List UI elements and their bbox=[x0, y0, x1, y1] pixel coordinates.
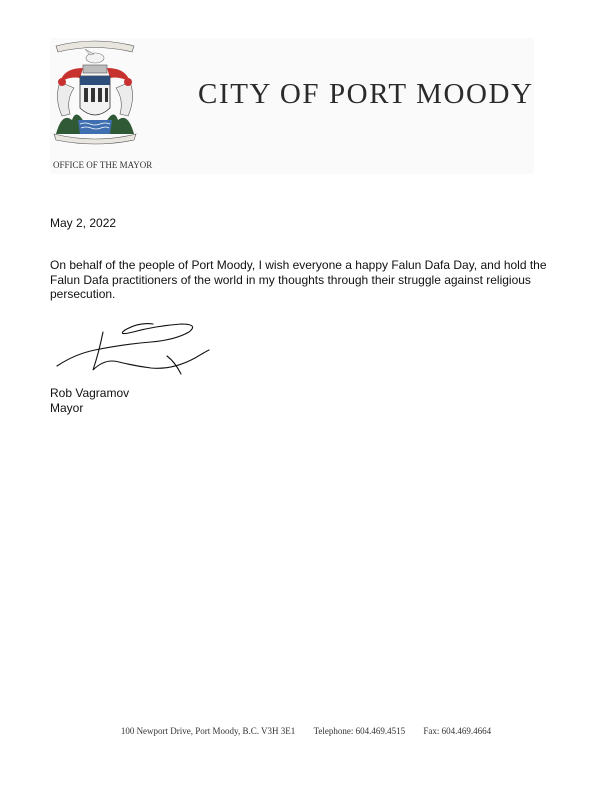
footer-address: 100 Newport Drive, Port Moody, B.C. V3H 3E1 bbox=[120, 726, 296, 736]
signer-name: Rob Vagramov bbox=[50, 386, 130, 400]
footer-fax: Fax: 604.469.4664 bbox=[423, 726, 492, 736]
office-label: OFFICE OF THE MAYOR bbox=[53, 160, 153, 170]
signer-title: Mayor bbox=[50, 401, 84, 415]
mayor-signature bbox=[55, 318, 215, 380]
footer-contact bbox=[0, 726, 612, 736]
letter-body: On behalf of the people of Port Moody, I wish everyone a happy Falun Dafa Day, and hold the Falun Dafa practitioners of the world in my thoughts through their struggle against religious persecution. bbox=[50, 258, 547, 302]
city-name-heading: CITY OF PORT MOODY bbox=[198, 78, 534, 110]
letter-date: May 2, 2022 bbox=[50, 216, 117, 230]
city-crest-icon bbox=[50, 38, 140, 148]
footer-telephone: Telephone: 604.469.4515 bbox=[313, 726, 406, 736]
